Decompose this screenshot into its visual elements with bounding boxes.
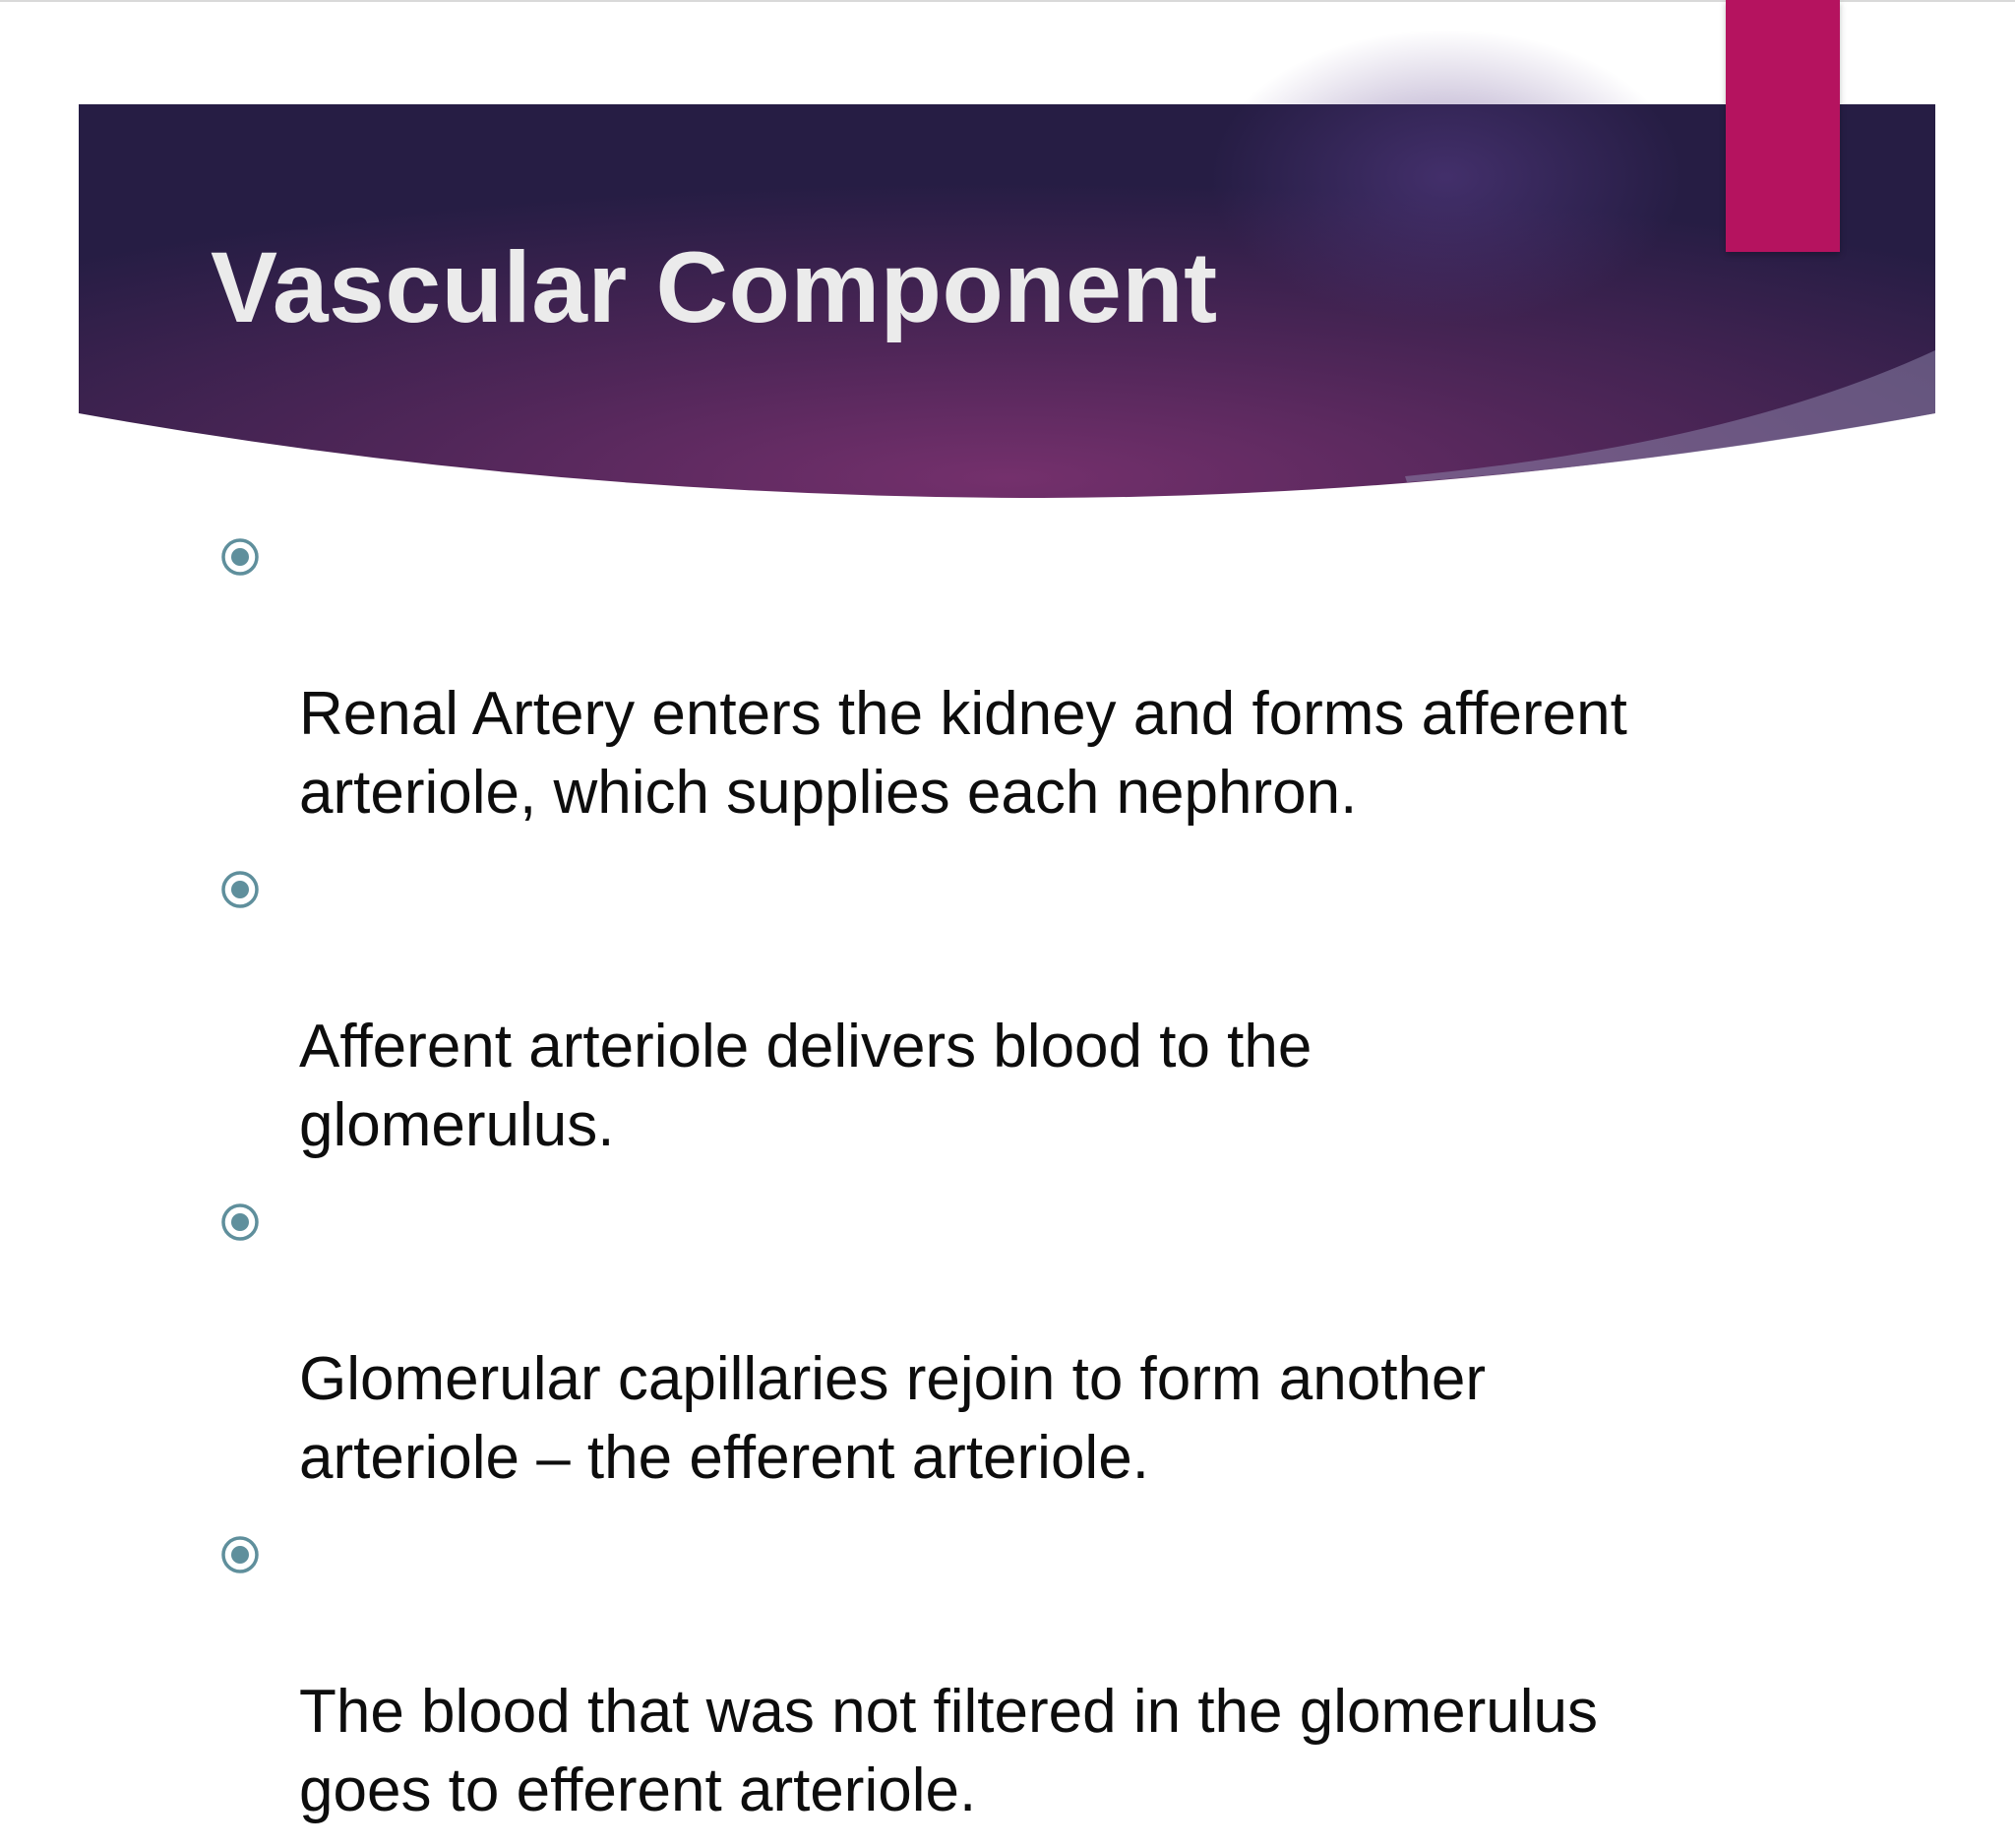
bullet-item	[220, 1515, 1814, 1830]
bullet-text: Renal Artery enters the kidney and forms afferent arteriole, which supplies each nephron.	[299, 680, 1627, 827]
slide-title: Vascular Component	[211, 231, 1218, 343]
bullet-text: Glomerular capillaries rejoin to form another arteriole – the efferent arteriole.	[299, 1345, 1487, 1492]
target-bullet-icon	[220, 1535, 260, 1574]
bullet-item	[220, 850, 1814, 1165]
bullet-item	[220, 518, 1814, 832]
target-bullet-icon	[220, 870, 260, 909]
banner-glow	[1210, 30, 1682, 325]
accent-tab	[1726, 0, 1840, 252]
bullet-text: Afferent arteriole delivers blood to the glomerulus.	[299, 1013, 1313, 1159]
bullet-text: The blood that was not filtered in the glomerulus goes to efferent arteriole.	[299, 1678, 1598, 1824]
bullet-item	[220, 1183, 1814, 1498]
target-bullet-icon	[220, 1202, 260, 1242]
bullet-list	[220, 518, 1814, 1848]
target-bullet-icon	[220, 537, 260, 577]
